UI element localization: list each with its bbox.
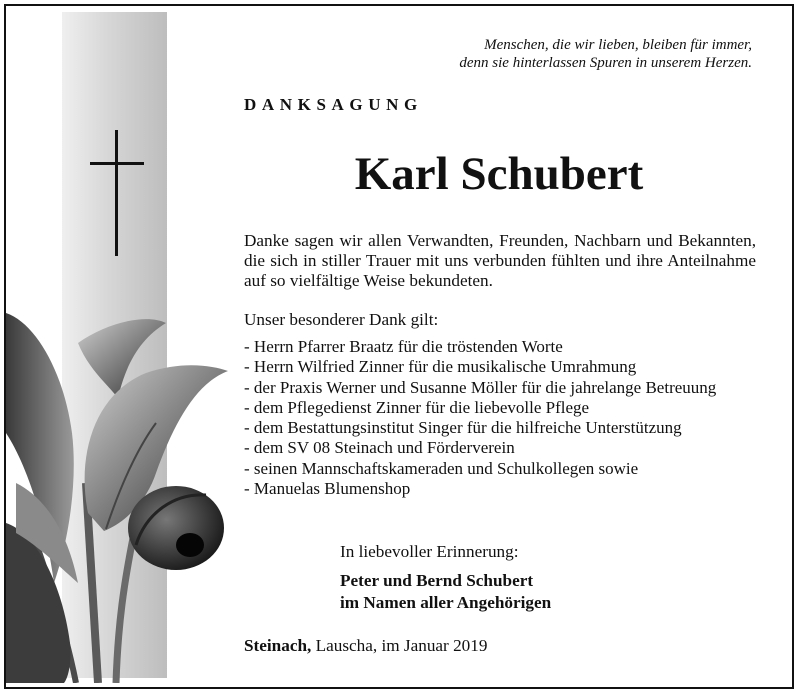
signer-line-1: Peter und Bernd Schubert	[340, 571, 534, 590]
list-item: - dem SV 08 Steinach und Förderverein	[244, 438, 515, 458]
motto-line-2: denn sie hinterlassen Spuren in unserem Herzen.	[459, 55, 752, 71]
list-item: - der Praxis Werner und Susanne Möller für die jahrelange Betreuung	[244, 377, 717, 397]
motto-line-1: Menschen, die wir lieben, bleiben für immer,	[484, 37, 752, 53]
list-item: - seinen Mannschaftskameraden und Schulkollegen sowie	[244, 458, 639, 478]
cross-icon	[90, 130, 144, 256]
footer-date: Lauscha, im Januar 2019	[311, 636, 488, 655]
signer-line-2: im Namen aller Angehörigen	[340, 593, 552, 612]
thanks-title: Unser besonderer Dank gilt:	[244, 310, 439, 329]
motto	[360, 36, 752, 72]
list-item: - Herrn Wilfried Zinner für die musikalische Umrahmung	[244, 357, 637, 377]
footer-place-date	[244, 636, 487, 656]
thanks-list	[244, 337, 764, 499]
memory-line: In liebevoller Erinnerung:	[340, 542, 519, 561]
calla-lily-icon	[6, 283, 246, 683]
deceased-name: Karl Schubert	[354, 148, 644, 200]
list-item: - dem Pflegedienst Zinner für die liebevolle Pflege	[244, 397, 590, 417]
intro-paragraph: Danke sagen wir allen Verwandten, Freunden, Nachbarn und Bekannten, die sich in stiller Trauer mit uns verbunden fühlten und ihre Anteilnahme auf so vielfältige Weise bekundeten.	[244, 231, 756, 290]
footer-place: Steinach,	[244, 636, 312, 655]
signers	[340, 570, 551, 614]
list-item: - Herrn Pfarrer Braatz für die tröstenden Worte	[244, 337, 563, 356]
list-item: - Manuelas Blumenshop	[244, 479, 411, 499]
notice-heading: DANKSAGUNG	[244, 95, 423, 114]
list-item: - dem Bestattungsinstitut Singer für die hilfreiche Unterstützung	[244, 418, 682, 438]
